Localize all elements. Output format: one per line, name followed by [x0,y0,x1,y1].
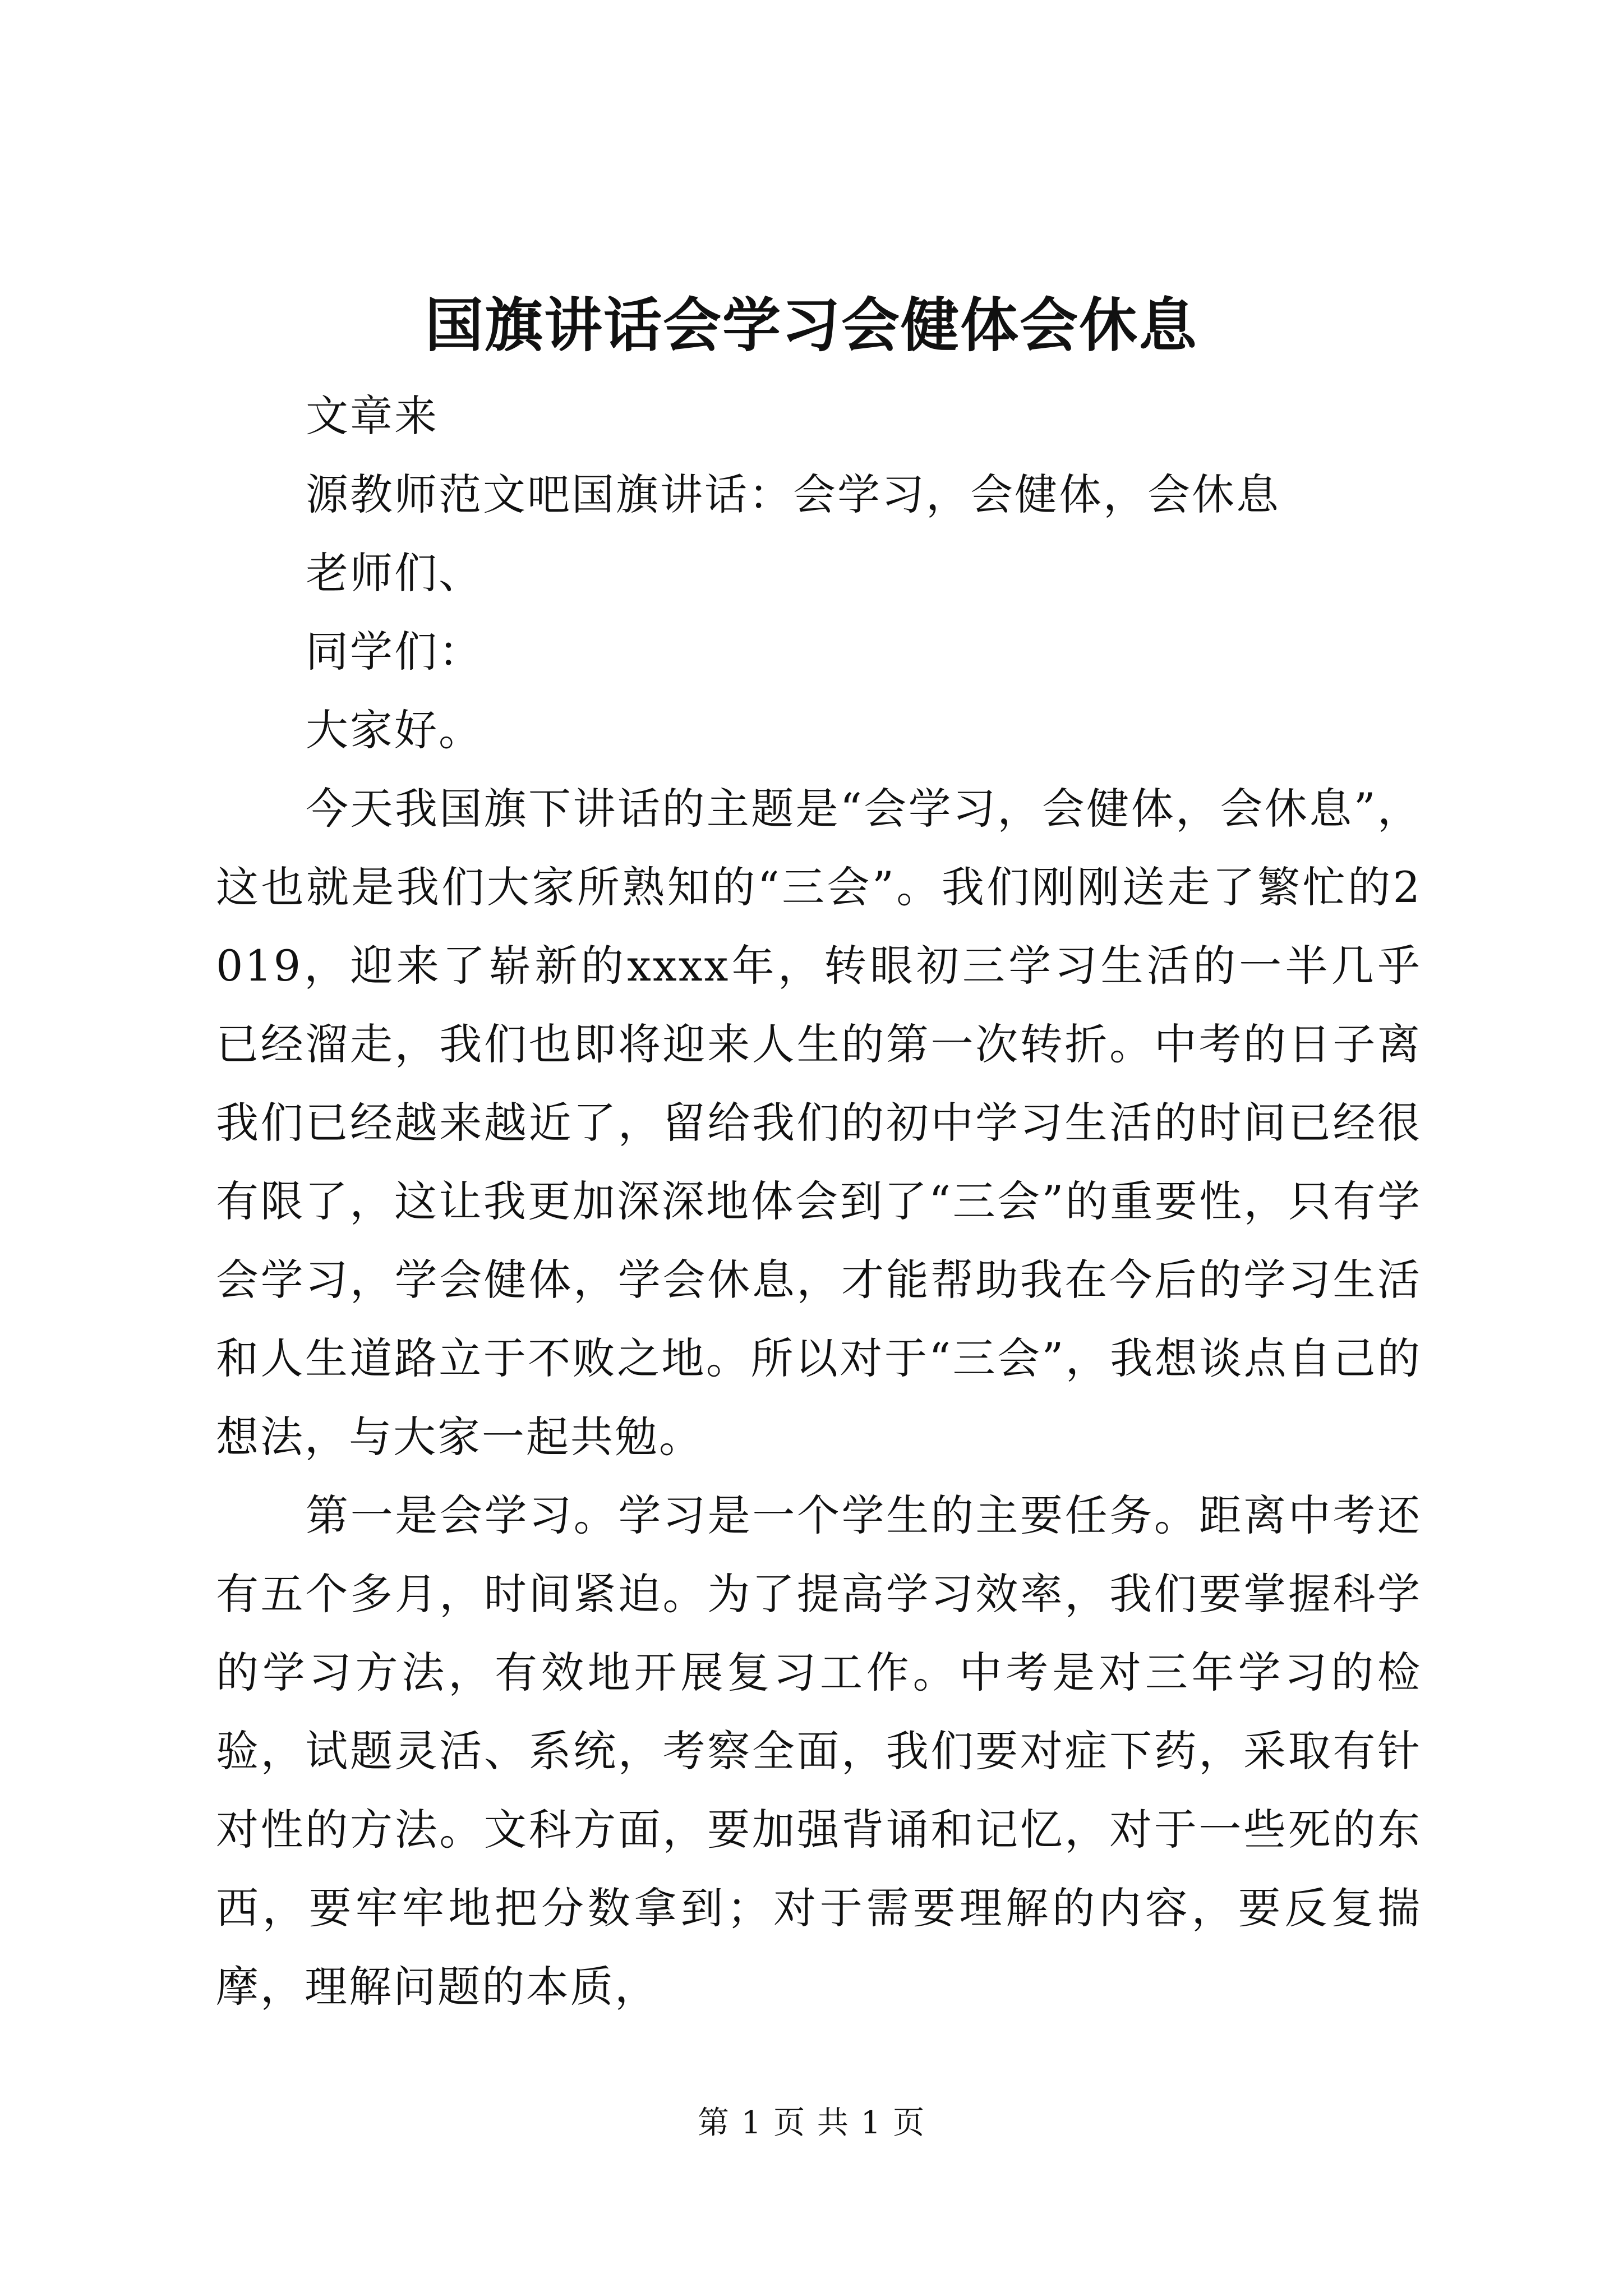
paragraph-introduction: 今天我国旗下讲话的主题是“会学习，会健体，会休息”，这也就是我们大家所熟知的“三会”。我们刚刚送走了繁忙的2019，迎来了崭新的xxxx年，转眼初三学习生活的一半几乎已经溜走，我们也即将迎来人生的第一次转折。中考的日子离我们已经越来越近了，留给我们的初中学习生活的时间已经很有限了，这让我更加深深地体会到了“三会”的重要性，只有学会学习，学会健体，学会休息，才能帮助我在今后的学习生活和人生道路立于不败之地。所以对于“三会”，我想谈点自己的想法，与大家一起共勉。 [216,784,1422,1462]
paragraph-greeting-all: 大家好。 [306,705,483,755]
paragraph-source-start: 文章来 [306,391,439,441]
paragraph-study-section: 第一是会学习。学习是一个学生的主要任务。距离中考还有五个多月，时间紧迫。为了提高学习效率，我们要掌握科学的学习方法，有效地开展复习工作。中考是对三年学习的检验，试题灵活、系统，考察全面，我们要对症下药，采取有针对性的方法。文科方面，要加强背诵和记忆，对于一些死的东西，要牢牢地把分数拿到；对于需要理解的内容，要反复揣摩，理解问题的本质， [216,1490,1422,2012]
document-body [216,377,1422,2026]
paragraph-greeting-teachers: 老师们、 [306,548,483,598]
document-title: 国旗讲话会学习会健体会休息 [425,291,1198,360]
paragraph-greeting-students: 同学们： [306,627,483,677]
page-footer: 第 1 页 共 1 页 [697,2105,926,2141]
paragraph-source-line: 源教师范文吧国旗讲话：会学习，会健体，会休息 [306,470,1280,519]
